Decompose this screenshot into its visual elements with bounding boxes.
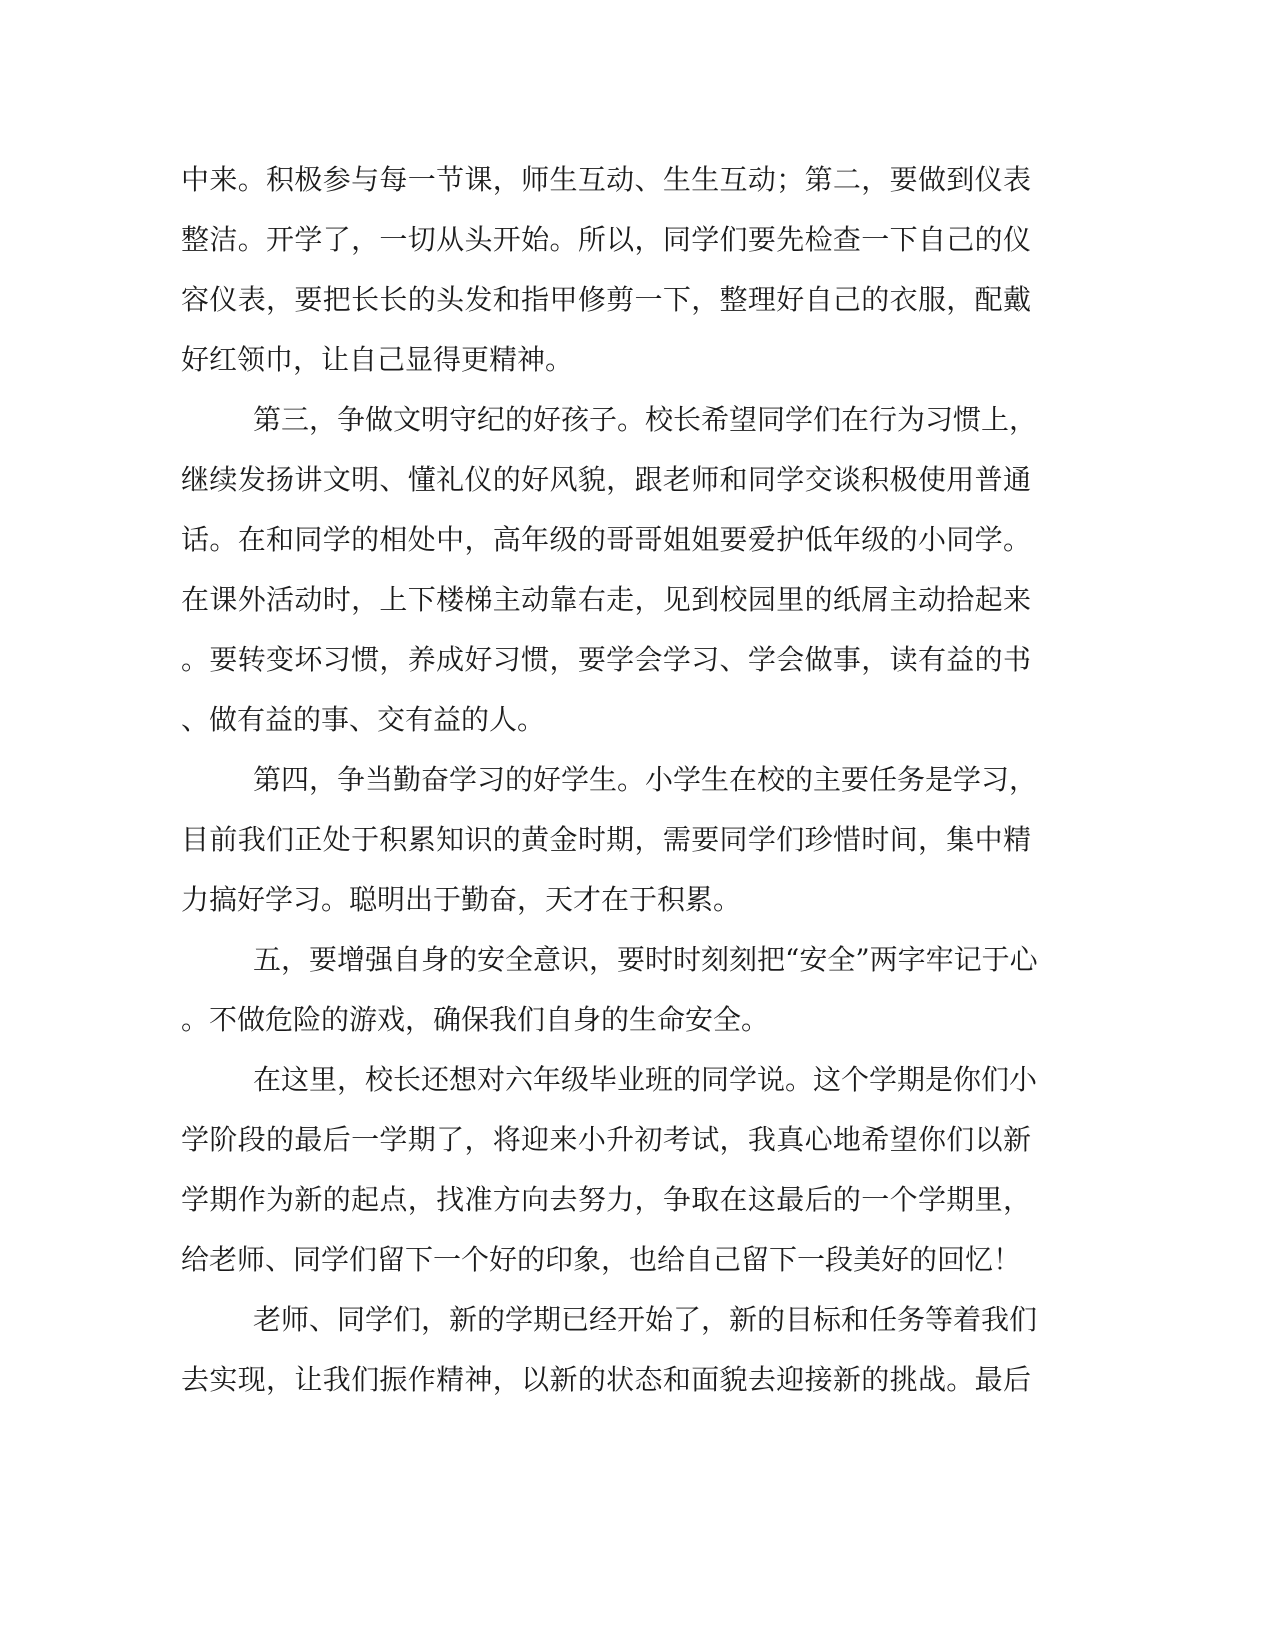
paragraph-first-line: 老师、同学们，新的学期已经开始了，新的目标和任务等着我们: [253, 1303, 1038, 1336]
text-line: 学阶段的最后一学期了，将迎来小升初考试，我真心地希望你们以新: [181, 1123, 1031, 1156]
text-line: 给老师、同学们留下一个好的印象，也给自己留下一段美好的回忆！: [181, 1243, 1022, 1276]
text-line: 、做有益的事、交有益的人。: [181, 703, 546, 736]
text-line: 去实现，让我们振作精神，以新的状态和面貌去迎接新的挑战。最后: [181, 1363, 1031, 1396]
text-line: 继续发扬讲文明、懂礼仪的好风貌，跟老师和同学交谈积极使用普通: [181, 463, 1031, 496]
paragraph-first-line: 第四，争当勤奋学习的好学生。小学生在校的主要任务是学习，: [253, 763, 1038, 796]
text-line: 。要转变坏习惯，养成好习惯，要学会学习、学会做事，读有益的书: [181, 643, 1031, 676]
text-line: 好红领巾，让自己显得更精神。: [181, 343, 574, 376]
text-line: 整洁。开学了，一切从头开始。所以，同学们要先检查一下自己的仪: [181, 223, 1031, 256]
text-line: 在课外活动时，上下楼梯主动靠右走，见到校园里的纸屑主动拾起来: [181, 583, 1031, 616]
text-line: 目前我们正处于积累知识的黄金时期，需要同学们珍惜时间，集中精: [181, 823, 1031, 856]
paragraph-first-line: 在这里，校长还想对六年级毕业班的同学说。这个学期是你们小: [253, 1063, 1038, 1096]
body-text: [181, 150, 1038, 1410]
text-line: 容仪表，要把长长的头发和指甲修剪一下，整理好自己的衣服，配戴: [181, 283, 1031, 316]
paragraph-first-line: 五，要增强自身的安全意识，要时时刻刻把“安全”两字牢记于心: [253, 943, 1038, 976]
text-line: 话。在和同学的相处中，高年级的哥哥姐姐要爱护低年级的小同学。: [181, 523, 1031, 556]
text-line: 学期作为新的起点，找准方向去努力，争取在这最后的一个学期里，: [181, 1183, 1031, 1216]
paragraph-first-line: 第三，争做文明守纪的好孩子。校长希望同学们在行为习惯上，: [253, 403, 1038, 436]
text-line: 中来。积极参与每一节课，师生互动、生生互动；第二，要做到仪表: [181, 163, 1031, 196]
text-line: 。不做危险的游戏，确保我们自身的生命安全。: [181, 1003, 770, 1036]
text-line: 力搞好学习。聪明出于勤奋，天才在于积累。: [181, 883, 742, 916]
